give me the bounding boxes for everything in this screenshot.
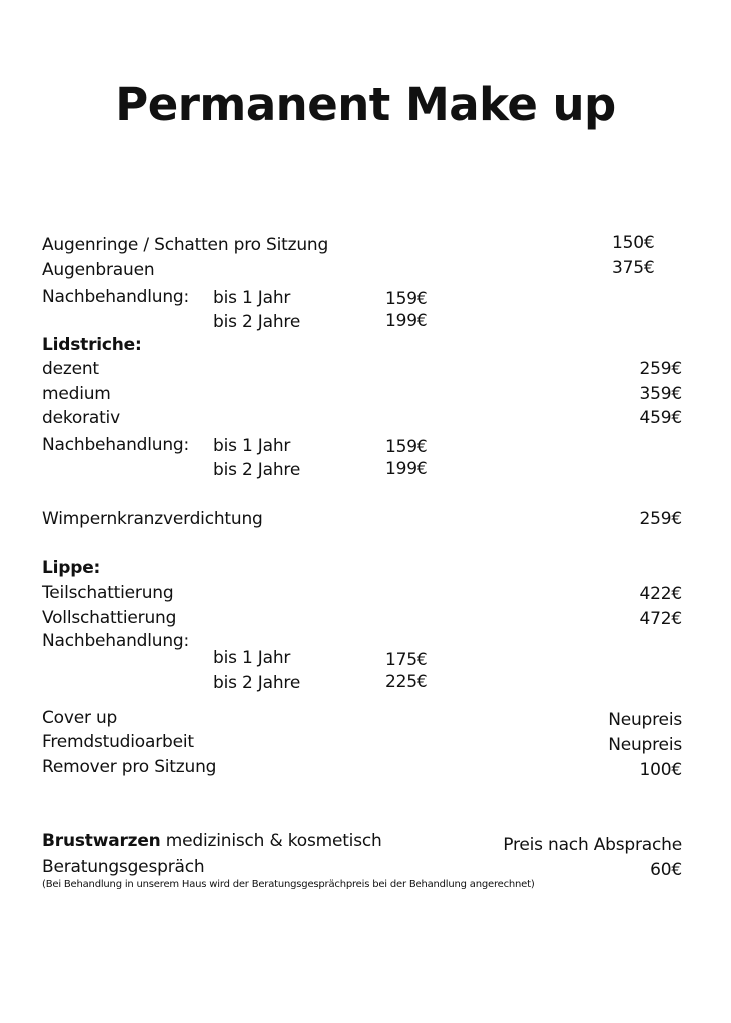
page-title: Permanent Make up [115, 78, 616, 131]
brustwarzen-rest: medizinisch & kosmetisch [160, 831, 382, 851]
brauen-nach-term-1: bis 1 Jahr [213, 288, 291, 308]
augenringe-label: Augenringe / Schatten pro Sitzung [42, 235, 329, 255]
other-item-price: Neupreis [608, 735, 682, 755]
other-item-price: 100€ [639, 760, 682, 780]
lidstriche-item-price: 359€ [639, 384, 682, 404]
augenringe-price: 150€ [612, 233, 655, 253]
augenbrauen-label: Augenbrauen [42, 260, 155, 280]
beratung-label: Beratungsgespräch [42, 857, 205, 877]
lippe-item-price: 422€ [639, 584, 682, 604]
augenbrauen-price: 375€ [612, 258, 655, 278]
lidstriche-item-label: medium [42, 384, 111, 404]
lidstriche-heading: Lidstriche: [42, 335, 142, 355]
lid-nach-price-1: 159€ [385, 437, 428, 457]
lid-nach-term-1: bis 1 Jahr [213, 436, 291, 456]
lidstriche-item-price: 459€ [639, 408, 682, 428]
brustwarzen-label [42, 830, 382, 852]
other-item-price: Neupreis [608, 710, 682, 730]
wimpern-price: 259€ [639, 509, 682, 529]
other-item-label: Remover pro Sitzung [42, 757, 217, 777]
lid-nach-term-2: bis 2 Jahre [213, 460, 301, 480]
brauen-nach-term-2: bis 2 Jahre [213, 312, 301, 332]
lippe-heading: Lippe: [42, 558, 101, 578]
lippe-nach-price-2: 225€ [385, 672, 428, 692]
brauen-nach-price-2: 199€ [385, 311, 428, 331]
lid-nach-price-2: 199€ [385, 459, 428, 479]
brustwarzen-price: Preis nach Absprache [503, 835, 682, 855]
other-item-label: Cover up [42, 708, 118, 728]
lippe-nachbehandlung-label: Nachbehandlung: [42, 631, 190, 651]
brustwarzen-bold: Brustwarzen [42, 831, 161, 851]
other-item-label: Fremdstudioarbeit [42, 732, 194, 752]
lippe-nach-term-1: bis 1 Jahr [213, 648, 291, 668]
beratung-note: (Bei Behandlung in unserem Haus wird der Beratungsgesprächpreis bei der Behandlung angerechnet) [42, 879, 535, 890]
lidstriche-item-label: dezent [42, 359, 99, 379]
lippe-item-label: Vollschattierung [42, 608, 177, 628]
lippe-nach-term-2: bis 2 Jahre [213, 673, 301, 693]
lippe-item-label: Teilschattierung [42, 583, 174, 603]
lidstriche-item-price: 259€ [639, 359, 682, 379]
lid-nachbehandlung-label: Nachbehandlung: [42, 435, 190, 455]
lippe-nach-price-1: 175€ [385, 650, 428, 670]
beratung-price: 60€ [650, 860, 682, 880]
lippe-item-price: 472€ [639, 609, 682, 629]
brauen-nach-price-1: 159€ [385, 289, 428, 309]
lidstriche-item-label: dekorativ [42, 408, 120, 428]
wimpern-label: Wimpernkranzverdichtung [42, 509, 263, 529]
brauen-nachbehandlung-label: Nachbehandlung: [42, 287, 190, 307]
